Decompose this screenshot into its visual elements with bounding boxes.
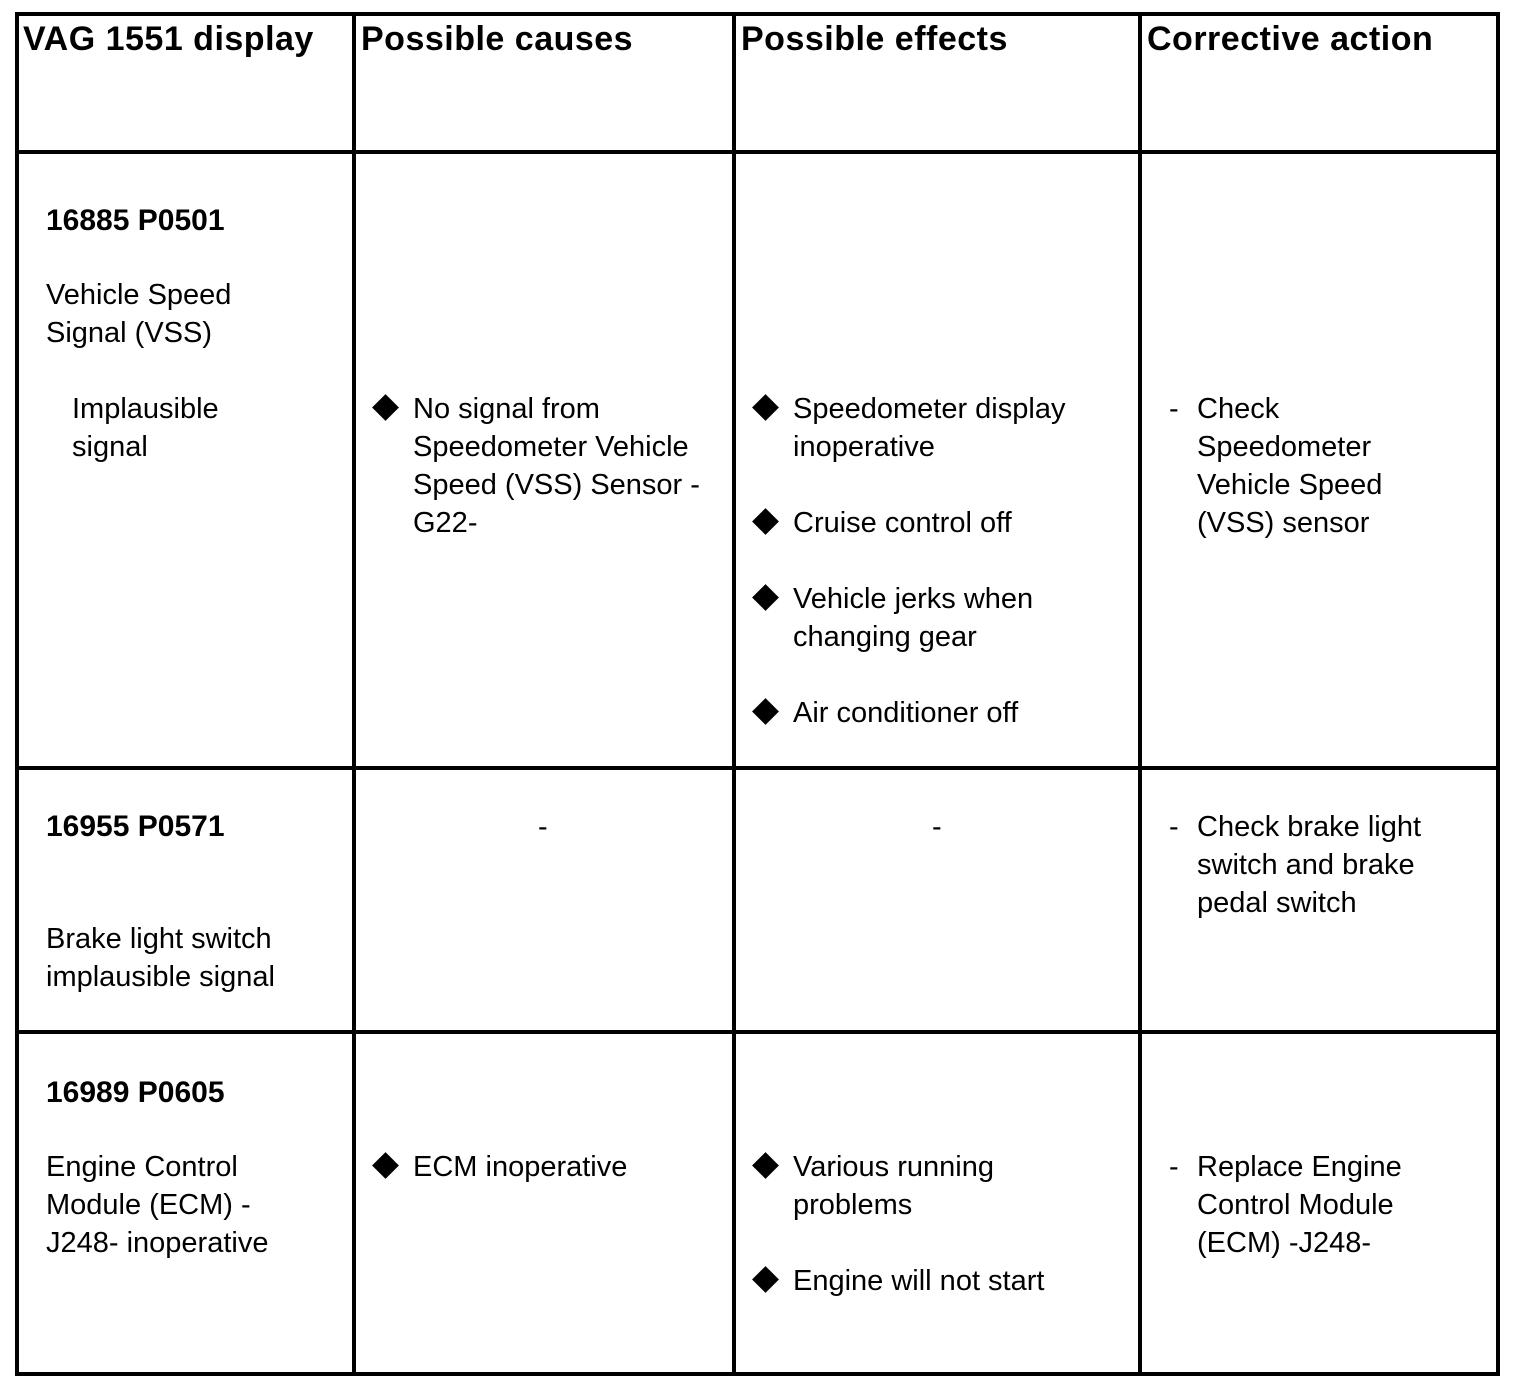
table-border-bottom [15,1372,1500,1376]
cause-text: ECM inoperative [413,1151,628,1183]
fault-title: Engine Control Module (ECM) -J248- inoperative [46,1151,269,1259]
header-effects: Possible effects [741,20,1008,58]
action-text: Check Speedometer Vehicle Speed (VSS) sensor [1197,393,1383,539]
fault-code-table: VAG 1551 display Possible causes Possible effects Corrective action 16885 P0501 Vehicle Speed Signal (VSS) Implausible signal No signal from Speedometer Vehicle Speed (VSS) Sensor -G22- Speedometer display inoperative Cruise control off Vehicle jerks when changing gear Air conditioner off - Check Speedometer Vehicle Speed (VSS) sensor 16955 P0571 Brake light switch implausible signal - - - Check brake light switch and brake pedal switch 16989 P0605 Engine Control Module (ECM) -J248- inoperative ECM inoperative Various running problems Engine will not start - Replace Engine Control Module (ECM) -J248- [15,12,1500,1376]
causes-none: - [538,811,548,843]
header-causes: Possible causes [361,20,634,58]
row-divider-1 [15,766,1500,770]
fault-code: 16885 P0501 [46,204,225,237]
fault-detail: Implausible signal [72,393,219,463]
effect-text: Engine will not start [793,1265,1045,1297]
effect-text: Air conditioner off [793,697,1019,729]
cause-text: No signal from Speedometer Vehicle Speed (VSS) Sensor -G22- [413,393,700,539]
diamond-bullet-icon [752,1152,779,1179]
table-border-right [1496,12,1500,1376]
column-divider-1 [352,12,356,1376]
effects-none: - [932,811,942,843]
fault-code: 16955 P0571 [46,810,225,843]
action-text: Check brake light switch and brake pedal switch [1197,811,1422,919]
header-action: Corrective action [1147,20,1434,58]
effect-text: Speedometer display inoperative [793,393,1066,463]
effect-text: Vehicle jerks when changing gear [793,583,1034,653]
row-divider-2 [15,1030,1500,1034]
diamond-bullet-icon [752,1266,779,1293]
header-display: VAG 1551 display [23,20,314,58]
fault-title: Brake light switch implausible signal [46,923,275,993]
fault-code: 16989 P0605 [46,1076,225,1109]
diamond-bullet-icon [752,394,779,421]
diamond-bullet-icon [752,508,779,535]
diamond-bullet-icon [752,584,779,611]
column-divider-2 [732,12,736,1376]
diamond-bullet-icon [752,698,779,725]
table-border-left [15,12,19,1376]
row-divider-header [15,150,1500,154]
column-divider-3 [1138,12,1142,1376]
action-text: Replace Engine Control Module (ECM) -J248- [1197,1151,1402,1259]
effect-text: Cruise control off [793,507,1012,539]
diamond-bullet-icon [372,394,399,421]
diamond-bullet-icon [372,1152,399,1179]
fault-title: Vehicle Speed Signal (VSS) [46,279,232,349]
effect-text: Various running problems [793,1151,994,1221]
